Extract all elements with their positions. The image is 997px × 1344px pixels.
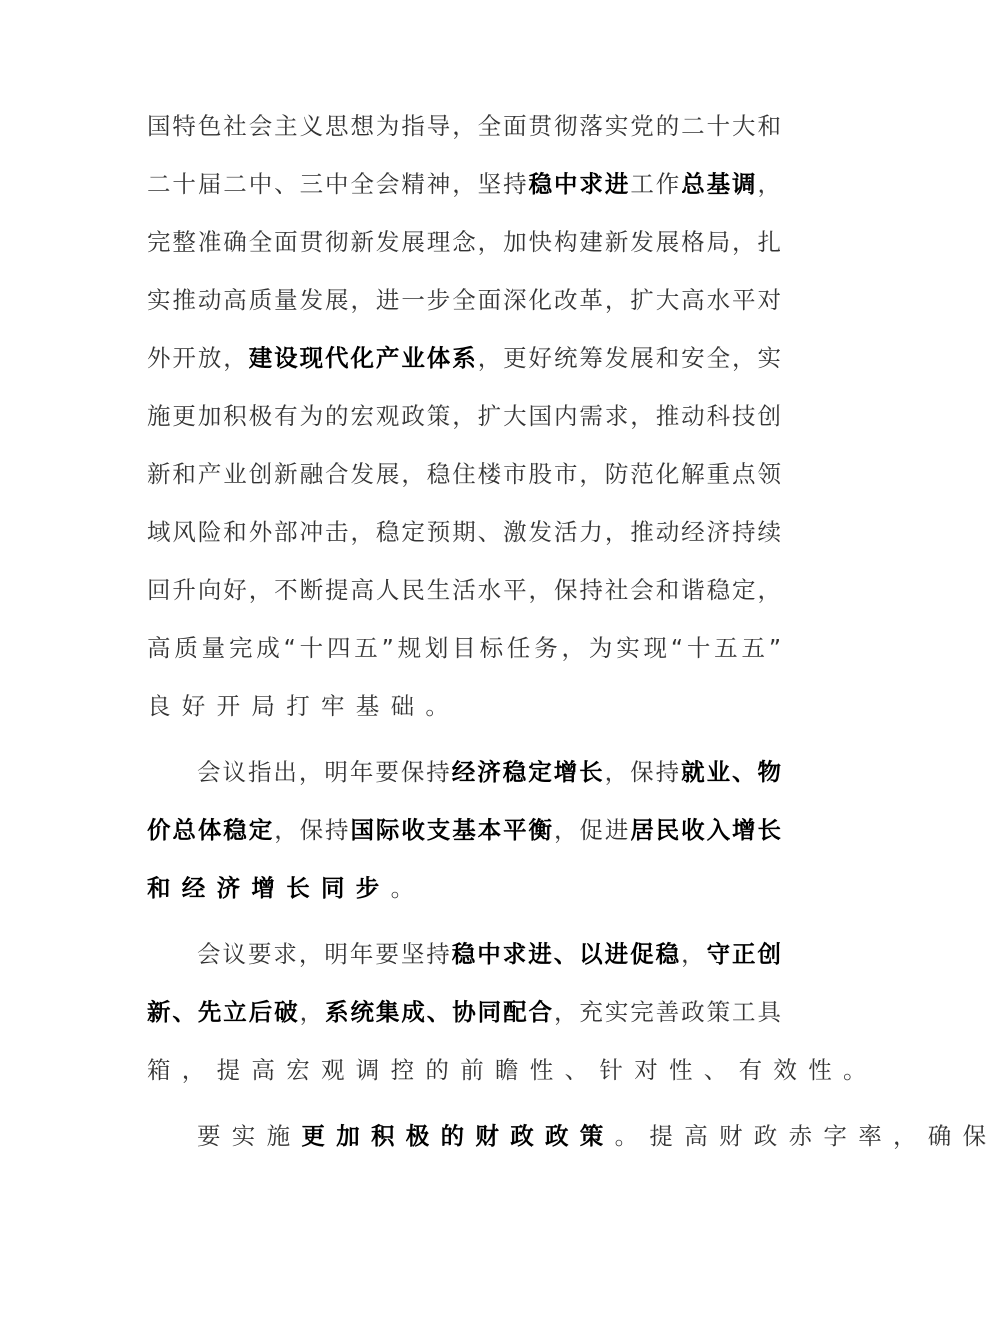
- bold-text: 稳中求进: [528, 170, 631, 198]
- bold-text: 就业、物: [681, 758, 782, 786]
- text-line: [197, 939, 781, 969]
- body-text: ，更好统筹发展和安全，实: [477, 344, 781, 372]
- body-text: 外开放，: [147, 344, 249, 372]
- body-text: ，促进: [554, 816, 631, 844]
- body-text: ，保持: [604, 758, 682, 786]
- bold-text: 系统集成、协同配合: [325, 998, 554, 1026]
- body-text: 会议指出，明年要保持: [197, 758, 452, 786]
- body-text: 高质量完成“十四五”规划目标任务，为实现“十五五”: [147, 634, 781, 662]
- bold-text: 守正创: [706, 940, 782, 968]
- text-line: [147, 815, 781, 845]
- text-line: [147, 459, 781, 489]
- bold-text: 价总体稳定: [147, 816, 275, 844]
- body-text: 工作: [630, 170, 682, 198]
- body-text: ，: [681, 940, 707, 968]
- body-text: 。: [390, 874, 426, 902]
- text-line: [147, 401, 781, 431]
- bold-text: 更加积极的财政政策: [301, 1122, 615, 1150]
- body-text: 域风险和外部冲击，稳定预期、激发活力，推动经济持续: [147, 518, 781, 546]
- text-line: [147, 1055, 878, 1085]
- text-line: [147, 633, 781, 663]
- text-line: [197, 757, 781, 787]
- body-text: 箱，提高宏观调控的前瞻性、针对性、有效性。: [147, 1056, 878, 1084]
- body-text: 良好开局打牢基础。: [147, 692, 461, 720]
- bold-text: 经济稳定增长: [451, 758, 605, 786]
- text-line: [147, 691, 781, 721]
- bold-text: 新、先立后破: [147, 998, 300, 1026]
- body-text: 二十届二中、三中全会精神，坚持: [147, 170, 529, 198]
- body-text: 实推动高质量发展，进一步全面深化改革，扩大高水平对: [147, 286, 781, 314]
- body-text: 施更加积极有为的宏观政策，扩大国内需求，推动科技创: [147, 402, 781, 430]
- text-line: [147, 873, 781, 903]
- body-text: 完整准确全面贯彻新发展理念，加快构建新发展格局，扎: [147, 228, 781, 256]
- body-text: 国特色社会主义思想为指导，全面贯彻落实党的二十大和: [147, 112, 781, 140]
- body-text: ，: [299, 998, 326, 1026]
- bold-text: 总基调: [681, 170, 758, 198]
- text-line: [147, 517, 781, 547]
- body-text: ，充实完善政策工具: [554, 998, 781, 1026]
- text-line: [147, 285, 781, 315]
- body-text: ，保持: [274, 816, 351, 844]
- body-text: 会议要求，明年要坚持: [197, 940, 452, 968]
- text-line: [147, 997, 781, 1027]
- body-text: 新和产业创新融合发展，稳住楼市股市，防范化解重点领: [147, 460, 781, 488]
- bold-text: 和经济增长同步: [147, 874, 391, 902]
- bold-text: 建设现代化产业体系: [248, 344, 478, 372]
- text-line: [197, 1121, 997, 1151]
- bold-text: 国际收支基本平衡: [350, 816, 554, 844]
- text-line: [147, 169, 781, 199]
- body-text: ，: [757, 170, 781, 198]
- bold-text: 居民收入增长: [630, 816, 781, 844]
- text-line: [147, 111, 781, 141]
- body-text: 回升向好，不断提高人民生活水平，保持社会和谐稳定，: [147, 576, 781, 604]
- body-text: 。提高财政赤字率，确保: [614, 1122, 997, 1150]
- text-line: [147, 575, 781, 605]
- body-text: 要实施: [197, 1122, 302, 1150]
- text-line: [147, 343, 781, 373]
- bold-text: 稳中求进、以进促稳: [451, 940, 682, 968]
- text-line: [147, 227, 781, 257]
